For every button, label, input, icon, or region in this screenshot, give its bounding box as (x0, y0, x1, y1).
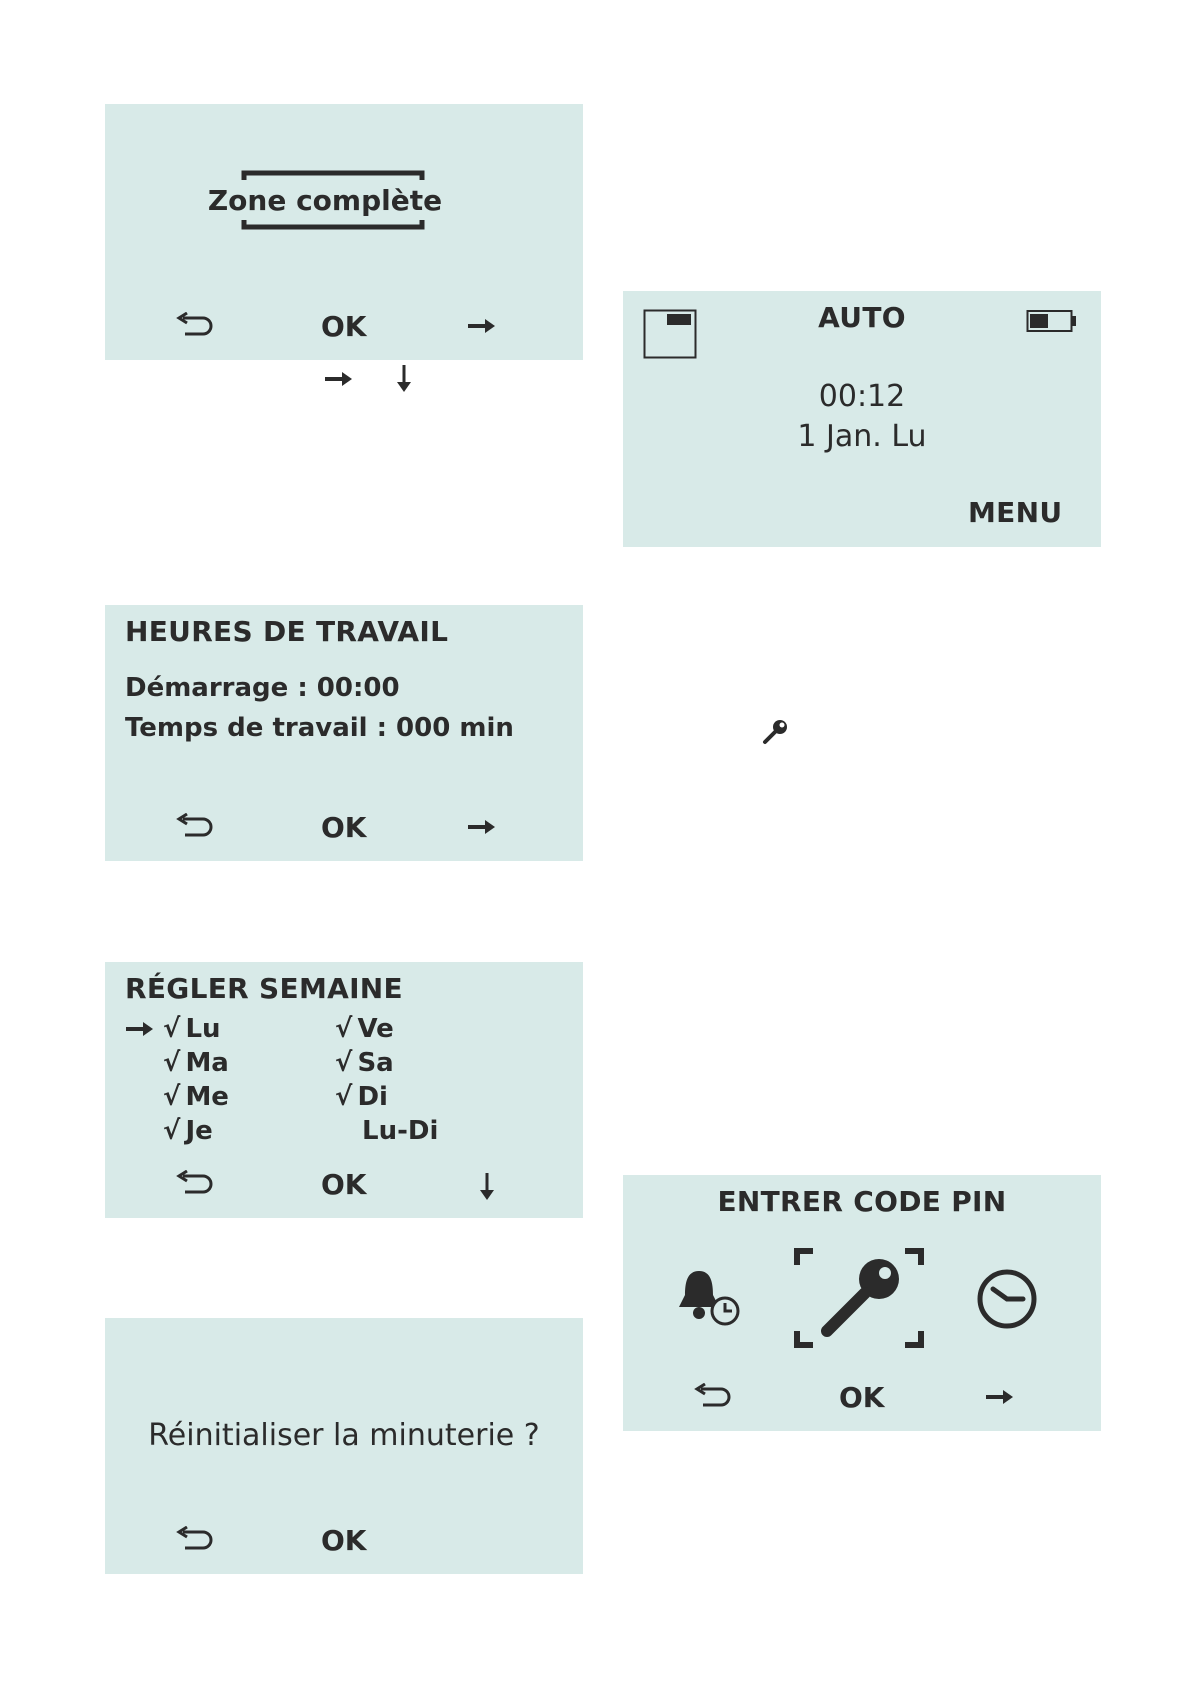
day-label: Lu (185, 1014, 221, 1044)
zone-label: Zone complète (207, 184, 443, 217)
key-icon[interactable] (793, 1247, 925, 1349)
right-arrow-icon[interactable] (985, 1389, 1015, 1405)
check-icon: √ (163, 1116, 181, 1146)
day-label: Di (357, 1082, 388, 1112)
day-item-me[interactable] (163, 1082, 229, 1112)
day-item-je[interactable] (163, 1116, 213, 1146)
work-duration-line[interactable]: Temps de travail : 000 min (125, 713, 514, 743)
check-icon: √ (335, 1082, 353, 1112)
check-icon: √ (163, 1048, 181, 1078)
check-icon: √ (163, 1082, 181, 1112)
right-arrow-icon (125, 1021, 155, 1037)
mode-label: AUTO (818, 301, 906, 334)
zone-icon (643, 309, 697, 359)
auto-screen (623, 291, 1101, 547)
date-display: 1 Jan. Lu (797, 419, 927, 454)
zone-screen (105, 104, 583, 360)
day-label: Ve (357, 1014, 394, 1044)
right-arrow-icon (324, 371, 354, 387)
start-time-line[interactable]: Démarrage : 00:00 (125, 673, 400, 703)
ok-button[interactable]: OK (839, 1381, 885, 1414)
back-arrow-icon[interactable] (691, 1383, 733, 1411)
right-arrow-icon[interactable] (467, 318, 497, 334)
wrench-icon (762, 718, 790, 746)
back-arrow-icon[interactable] (173, 1170, 215, 1198)
reset-question: Réinitialiser la minuterie ? (148, 1418, 540, 1453)
down-arrow-icon (396, 364, 412, 394)
work-hours-title: HEURES DE TRAVAIL (125, 615, 449, 648)
day-label: Je (185, 1116, 213, 1146)
reset-screen (105, 1318, 583, 1574)
day-label: Sa (357, 1048, 394, 1078)
check-icon: √ (335, 1048, 353, 1078)
day-label: Me (185, 1082, 229, 1112)
day-item-all[interactable]: Lu-Di (362, 1116, 439, 1146)
battery-icon (1026, 309, 1078, 335)
work-hours-screen (105, 605, 583, 861)
day-item-di[interactable] (335, 1082, 388, 1112)
time-display: 00:12 (818, 379, 906, 414)
day-label: Ma (185, 1048, 229, 1078)
day-item-ve[interactable] (335, 1014, 394, 1044)
pin-screen (623, 1175, 1101, 1431)
back-arrow-icon[interactable] (173, 813, 215, 841)
menu-button[interactable]: MENU (968, 496, 1063, 529)
right-arrow-icon[interactable] (467, 819, 497, 835)
day-item-ma[interactable] (163, 1048, 229, 1078)
ok-button[interactable]: OK (321, 310, 367, 343)
back-arrow-icon[interactable] (173, 312, 215, 340)
check-icon: √ (335, 1014, 353, 1044)
week-title: RÉGLER SEMAINE (125, 972, 403, 1005)
ok-button[interactable]: OK (321, 1524, 367, 1557)
day-item-sa[interactable] (335, 1048, 394, 1078)
back-arrow-icon[interactable] (173, 1526, 215, 1554)
down-arrow-icon[interactable] (479, 1172, 495, 1202)
pin-title: ENTRER CODE PIN (717, 1185, 1007, 1218)
check-icon: √ (163, 1014, 181, 1044)
week-screen (105, 962, 583, 1218)
ok-button[interactable]: OK (321, 811, 367, 844)
bell-clock-icon[interactable] (675, 1267, 745, 1329)
ok-button[interactable]: OK (321, 1168, 367, 1201)
day-item-lu[interactable] (163, 1014, 221, 1044)
clock-icon[interactable] (975, 1267, 1039, 1331)
